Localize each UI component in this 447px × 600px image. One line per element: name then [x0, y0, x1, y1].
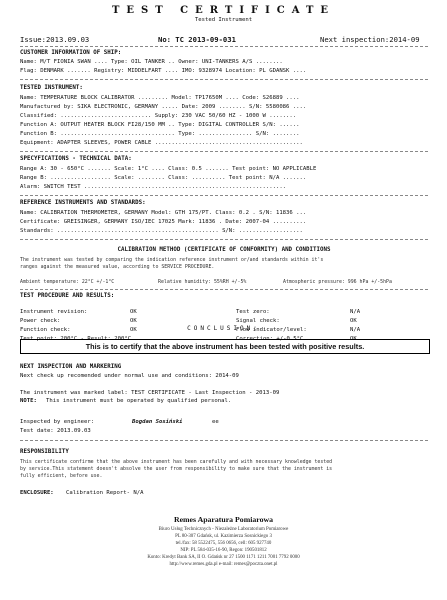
divider: [20, 151, 428, 152]
test-date: Test date: 2013.09.03: [20, 428, 91, 434]
divider: [20, 79, 428, 80]
result-label: Signal check:: [236, 318, 280, 324]
footer-line: NIP: PL 584-035-16-90, Regon: 190501812: [180, 548, 267, 553]
method-text: The instrument was tested by comparing the indication reference instrument or/and standards within it's: [20, 257, 324, 263]
company-name: Remes Aparatura Pomiarowa: [173, 515, 274, 524]
result-value: OK: [130, 318, 137, 324]
result-value: OK: [350, 336, 357, 342]
spec-line: Range B: .................. Scale: ........ Class: .......... Test point: N/A .......: [20, 175, 307, 181]
inspector-name: Bogdan Sosiński: [132, 419, 183, 425]
result-value: OK: [130, 327, 137, 333]
method-heading: CALIBRATION METHOD (CERTIFICATE OF CONFORMITY) AND CONDITIONS: [117, 247, 331, 253]
footer-line: Biuro Usług Technicznych - Niezależne Laboratorium Pomiarowe: [158, 527, 289, 532]
responsibility-text: by service.This statement doesn't absolve the user from responsibility to make sure that the instrument is: [20, 466, 333, 472]
specifications-heading: SPECYFICATIONS - TECHNICAL DATA:: [20, 156, 132, 162]
tested-line: Equipment: ADAPTER SLEEVES, POWER CABLE ............................................: [20, 140, 303, 146]
result-value: OK: [130, 309, 137, 315]
reference-heading: REFERENCE INSTRUMENTS AND STANDARDS:: [20, 200, 146, 206]
result-label: Flow indicator/level:: [236, 327, 307, 333]
marked-label-line: The instrument was marked label: TEST CERTIFICATE - Last Inspection - 2013-09: [20, 390, 280, 396]
customer-line-name: Name: M/T FIONIA SWAN .... Type: OIL TANKER .. Owner: UNI-TANKERS A/S ........: [20, 59, 283, 65]
certificate-title: TEST CERTIFICATE: [111, 5, 336, 16]
result-label: Function check:: [20, 327, 71, 333]
method-text: ranges against the measured value, according to SERVICE PROCEDURE.: [20, 264, 215, 270]
issue-date: Issue:2013.09.03: [20, 35, 90, 44]
footer-line: tel./fax: 58 5522475, 556 0656, cell: 605 927740: [175, 541, 272, 546]
spec-line: Alarm: SWITCH TEST ............................................................: [20, 184, 287, 190]
reference-line: Certificate: GREISINGER, GERMANY ISO/IEC 17025 Mark: 11836 . Date: 2007-04 ..........: [20, 219, 307, 225]
note-text: This instrument must be operated by qualified personal.: [46, 398, 232, 404]
inspector-suffix: ee: [212, 419, 219, 425]
footer-line: Konto: Kredyt Bank SA, II O. Gdańsk nr 27 1500 1171 1211 7001 7792 0000: [147, 555, 300, 560]
tested-line: Classified: ........................... Supply: 230 VAC 50/60 HZ - 1000 W ........: [20, 113, 297, 119]
reference-line: Name: CALIBRATION THERMOMETER, GERMANY Model: GTH 175/PT. Class: 0.2 . S/N: 11836 ...: [20, 210, 307, 216]
enclosure-value: Calibration Report- N/A: [66, 490, 144, 496]
divider: [20, 195, 428, 196]
next-inspection-heading: NEXT INSPECTION AND MARKERING: [20, 364, 122, 370]
result-value: N/A: [350, 327, 361, 333]
divider: [20, 46, 428, 47]
ambient-temperature: Ambient temperature: 22°C +/-1°C: [20, 279, 115, 285]
responsibility-heading: RESPONSIBILITY: [20, 449, 69, 455]
enclosure-label: ENCLOSURE:: [20, 490, 54, 496]
next-inspection-date: Next inspection:2014-09: [320, 35, 420, 44]
divider: [20, 289, 428, 290]
spec-line: Range A: 30 - 650°C ....... Scale: 1°C .... Class: 0.5 ....... Test point: NO APPLICABLE: [20, 166, 317, 172]
tested-line: Name: TEMPERATURE BLOCK CALIBRATOR ......... Model: TP17650M .... Code: S26889 ....: [20, 95, 300, 101]
result-label: Power check:: [20, 318, 61, 324]
next-check-line: Next check up recomended under normal use and conditions: 2014-09: [20, 373, 239, 379]
conclusion-heading: CONCLUSION:: [187, 325, 260, 332]
note-label: NOTE:: [20, 398, 37, 404]
result-label: Test point: 200°C - Result: 200°C: [20, 336, 132, 342]
inspected-by-label: Inspected by engineer:: [20, 419, 95, 425]
certificate-subtitle: Tested Instrument: [194, 17, 253, 23]
result-value: N/A: [350, 309, 361, 315]
tested-line: Function A: OUTPUT HEATER BLOCK FI28/150 MM .. Type: DIGITAL CONTROLLER S/N: ......: [20, 122, 300, 128]
footer-line: PL 80-307 Gdańsk, ul. Kazimierza Sosnickiego 3: [175, 534, 272, 539]
customer-line-flag: Flag: DENMARK ....... Registry: MIDDELFART .... IMO: 9328974 Location: PL GDANSK ....: [20, 68, 307, 74]
divider: [20, 239, 428, 240]
procedure-heading: TEST PROCEDURE AND RESULTS:: [20, 293, 115, 299]
conclusion-text: This is to certify that the above instrument has been tested with positive results.: [85, 342, 365, 351]
result-label: Test zero:: [236, 309, 270, 315]
atmospheric-pressure: Atmospheric pressure: 996 hPa +/-5hPa: [283, 279, 392, 285]
reference-line: Standards: ................................................ S/N: ...................: [20, 228, 303, 234]
result-label: Correction: +/-0.5°C: [236, 336, 304, 342]
tested-line: Function B: .................................. Type: ................ S/N: ........: [20, 131, 300, 137]
responsibility-text: This certificate confirme that the above instrument has been carefully and with necessary knowledge tested: [20, 459, 333, 465]
tested-line: Manufactured by: SIKA ELECTRONIC, GERMANY ..... Date: 2009 ........ S/N: 5580086 ....: [20, 104, 307, 110]
result-value: OK: [350, 318, 357, 324]
result-label: Instrument revision:: [20, 309, 88, 315]
tested-instrument-heading: TESTED INSTRUMENT:: [20, 85, 83, 91]
footer-contact-line: http://www.remes.gda.pl e-mail: remes@poczta.onet.pl: [169, 562, 278, 567]
relative-humidity: Relative humidity: 55%RH +/-5%: [158, 279, 247, 285]
responsibility-text: fully efficient, before use.: [20, 473, 103, 479]
certificate-number: No: TC 2013-09-031: [158, 35, 236, 44]
customer-heading: CUSTOMER INFORMATION OF SHIP:: [20, 50, 122, 56]
divider: [20, 440, 428, 441]
